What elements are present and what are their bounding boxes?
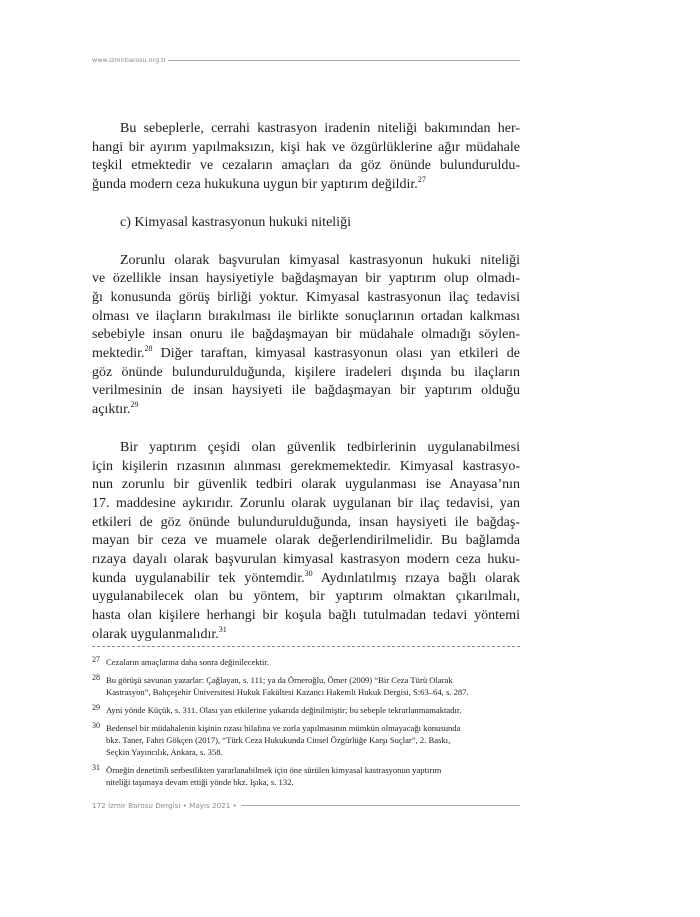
text-line: göz önünde bulundurulduğunda, kişilere iradeleri dışında bu ilaçların	[92, 364, 520, 380]
footnote-27	[92, 656, 520, 668]
footnote-text: Bedensel bir müdahalenin kişinin rızası hilafına ve zorla yapılmasının mümkün olmayacağı konusunda	[106, 723, 461, 733]
footnote-ref-31[interactable]: 31	[218, 624, 227, 634]
text-line: ğı konusunda görüş birliği yoktur. Kimyasal kastrasyonun ilaç tedavisi	[92, 289, 520, 305]
text-line: verilmesinin de insan haysiyeti ile bağdaşmayan bir yaptırım olduğu	[92, 383, 520, 399]
text-line: rızaya dayalı olarak başvurulan kimyasal kastrasyon modern ceza huku-	[92, 552, 520, 568]
text-line	[92, 345, 520, 364]
footnote-28	[92, 674, 520, 698]
text-line: olması ve ilaçların bırakılması ile birlikte sonuçlarının ortadan kalkması	[92, 308, 520, 324]
footnote-text: Seçkin Yayıncılık, Ankara, s. 358.	[106, 747, 223, 757]
text-line: ve özellikle insan haysiyetiyle bağdaşmayan bir yaptırım olup olmadı-	[92, 271, 520, 287]
footnote-number: 31	[92, 763, 100, 772]
footnotes	[92, 656, 520, 794]
paragraph-1	[92, 120, 520, 195]
text-line: uygulanabilecek olan bu yöntem, bir yaptırım olmaktan çıkarılmalı,	[92, 589, 520, 605]
footnote-ref-30[interactable]: 30	[304, 568, 313, 578]
footnote-30	[92, 722, 520, 758]
text-line: hasta olan kişilere herhangi bir koşula bağlı tutulmadan tedavi yöntemi	[92, 608, 520, 624]
text-line	[92, 401, 520, 420]
text-line	[92, 570, 520, 589]
section-heading: c) Kimyasal kastrasyonun hukuki niteliği	[120, 214, 351, 230]
running-footer	[92, 798, 520, 812]
text-line: nun zorunlu bir güvenlik tedbiri olarak uygulanması ise Anayasa’nın	[92, 477, 520, 493]
text-line	[92, 176, 520, 195]
text-line: Bu sebeplerle, cerrahi kastrasyon iradenin niteliği bakımından her-	[120, 121, 520, 136]
footnote-text: Ayni yönde Küçük, s. 311. Olası yan etkilerine yukarıda değinilmiştir; bu sebeple tekrarlanmamaktadır.	[106, 705, 462, 715]
footnote-text: Kastrasyon”, Bahçeşehir Üniversitesi Hukuk Fakültesi Kazancı Hakemli Hukuk Dergisi, S:63–64, s. 287.	[106, 687, 469, 697]
paragraph-2	[92, 252, 520, 420]
paragraph-gap	[92, 233, 520, 252]
text-line: sebebiyle insan onuru ile bağdaşmayan bir müdahale olmadığı söylen-	[92, 327, 520, 343]
text-line: teşkil etmektedir ve cezaların amaçları da göz önünde bulunduruldu-	[92, 158, 520, 174]
footnote-ref-29[interactable]: 29	[130, 400, 139, 410]
text-run: Diğer taraftan, kimyasal kastrasyonun olası yan etkileri de	[152, 346, 520, 362]
footnote-ref-28[interactable]: 28	[144, 344, 153, 354]
footnote-ref-27[interactable]: 27	[417, 175, 426, 185]
header-url[interactable]: www.izmirbarosu.org.tr	[92, 56, 167, 64]
footnote-text: niteliği taşımaya devam ettiği yönde bkz. Işıka, s. 132.	[106, 777, 294, 787]
text-run: açıktır.	[92, 402, 131, 418]
paragraph-gap	[92, 195, 520, 214]
text-line: Zorunlu olarak başvurulan kimyasal kastrasyonun hukuki niteliği	[120, 252, 520, 268]
text-run: Aydınlatılmış rızaya bağlı olarak	[312, 570, 520, 586]
footer-rule	[241, 805, 520, 806]
paragraph-gap	[92, 420, 520, 439]
text-line	[92, 626, 520, 645]
body-text	[92, 120, 520, 645]
running-header	[92, 54, 520, 66]
footnote-31	[92, 764, 520, 788]
footnote-separator	[92, 646, 520, 647]
text-line: Bir yaptırım çeşidi olan güvenlik tedbirlerinin uygulanabilmesi	[120, 439, 520, 455]
text-run: ğunda modern ceza hukukuna uygun bir yaptırım değildir.	[92, 177, 418, 193]
footnote-number: 29	[92, 703, 100, 712]
text-line: etkileri de göz önünde bulundurulduğunda, insan haysiyeti ile bağdaş-	[92, 514, 520, 530]
text-run: kunda uygulanabilir tek yöntemdir.	[92, 570, 305, 586]
text-line: için kişilerin rızasının alınması gerekmemektedir. Kimyasal kastrasyo-	[92, 458, 520, 474]
footnote-text: Bu görüşü savunan yazarlar: Çağlayan, s. 111; ya da Örneroğlu, Ömer (2009) “Bir Ceza Türü Olarak	[106, 675, 453, 685]
text-run: mektedir.	[92, 346, 145, 362]
text-line: 17. maddesine aykırıdır. Zorunlu olarak uygulanan bir ilaç tedavisi, yan	[92, 495, 520, 511]
footnote-text: bkz. Taner, Fahri Gökçen (2017), “Türk Ceza Hukukunda Cinsel Özgürlüğe Karşı Suçlar”, 2. Baskı,	[106, 735, 451, 745]
footnote-number: 30	[92, 721, 100, 730]
text-line: mayan bir ceza ve muamele olarak değerlendirilmelidir. Bu bağlamda	[92, 533, 520, 549]
header-rule	[168, 60, 520, 61]
footnote-number: 28	[92, 673, 100, 682]
footnote-number: 27	[92, 655, 100, 664]
text-line: hangi bir ayırım yapılmaksızın, kişi hak ve özgürlüklerine ağır müdahale	[92, 139, 520, 155]
footnote-text: Cezaların amaçlarına daha sonra değinilecektir.	[106, 657, 269, 667]
paragraph-3	[92, 439, 520, 645]
footer-text: 172 İzmir Barosu Dergisi • Mayıs 2021 •	[92, 800, 237, 810]
footnote-text: Örneğin denetimli serbestlikten yararlanabilmek için öne sürülen kimyasal kastrasyonun yaptırım	[106, 765, 442, 775]
footnote-29	[92, 704, 520, 716]
text-run: olarak uygulanmalıdır.	[92, 626, 219, 642]
